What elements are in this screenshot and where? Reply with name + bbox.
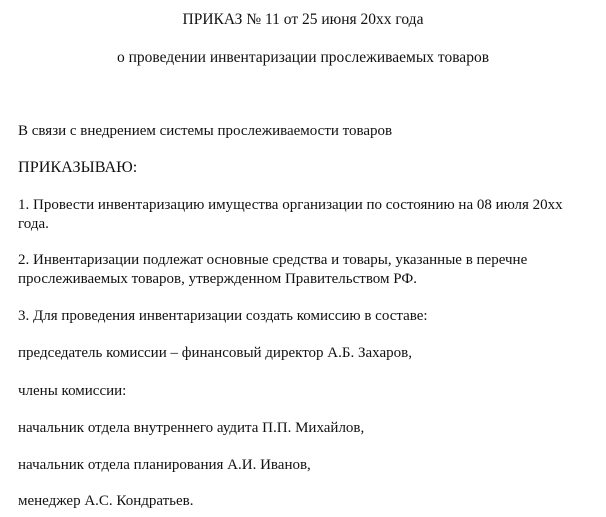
document-subject: о проведении инвентаризации прослеживаемых товаров (116, 49, 490, 66)
intro-text: В связи с внедрением системы прослеживаемости товаров (18, 123, 393, 139)
item-3-text: 3. Для проведения инвентаризации создать комиссию в составе: (18, 308, 428, 324)
members-label: члены комиссии: (18, 383, 127, 399)
item-1-line-1: 1. Провести инвентаризацию имущества организации по состоянию на 08 июля 20хх (18, 197, 563, 213)
chairman-text: председатель комиссии – финансовый директор А.Б. Захаров, (18, 345, 412, 361)
member-3-text: менеджер А.С. Кондратьев. (18, 493, 194, 509)
member-1-text: начальник отдела внутреннего аудита П.П. Михайлов, (18, 420, 365, 436)
member-2-text: начальник отдела планирования А.И. Иванов, (18, 457, 311, 473)
document-title: ПРИКАЗ № 11 от 25 июня 20хх года (182, 11, 424, 28)
item-2-line-1: 2. Инвентаризации подлежат основные средства и товары, указанные в перечне (18, 252, 528, 268)
item-1-line-2: года. (18, 216, 49, 232)
order-word: ПРИКАЗЫВАЮ: (18, 158, 138, 176)
item-2-line-2: прослеживаемых товаров, утвержденном Правительством РФ. (18, 271, 417, 287)
